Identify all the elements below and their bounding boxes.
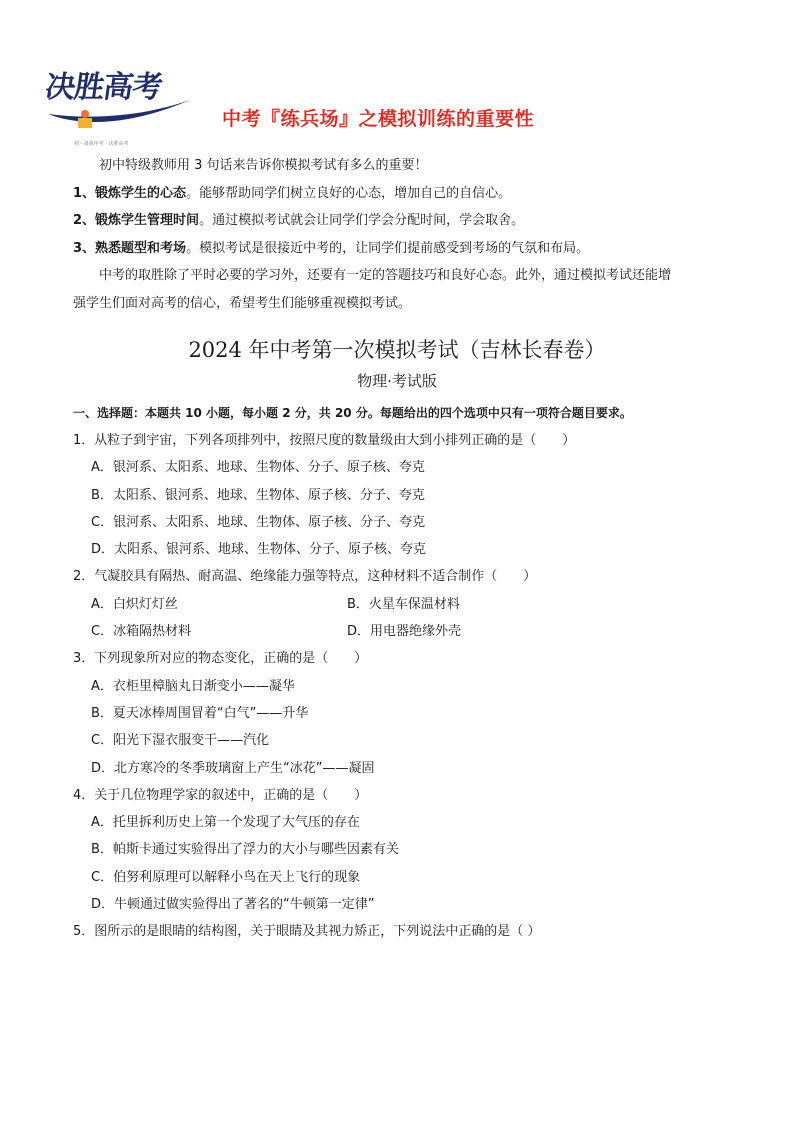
question-2-option-c: C．冰箱隔热材料 xyxy=(91,624,192,640)
question-5-stem: 5．图所示的是眼睛的结构图，关于眼睛及其视力矫正，下列说法中正确的是（ ） xyxy=(73,924,541,940)
question-list xyxy=(73,427,733,946)
point-text: 。通过模拟考试就会让同学们学会分配时间，学会取舍。 xyxy=(199,213,525,228)
exam-title: 2024 年中考第一次模拟考试（吉林长春卷） xyxy=(188,338,606,362)
intro-block xyxy=(73,152,733,317)
question-1-option-d: D．太阳系、银河系、地球、生物体、分子、原子核、夸克 xyxy=(91,542,427,558)
intro-point-1 xyxy=(73,180,733,208)
intro-closing-line-1: 中考的取胜除了平时必要的学习外，还要有一定的答题技巧和良好心态。此外，通过模拟考试还能增 xyxy=(99,268,672,283)
intro-point-3 xyxy=(73,235,733,263)
question-1-option-a: A．银河系、太阳系、地球、生物体、分子、原子核、夸克 xyxy=(91,460,425,476)
headline: 中考『练兵场』之模拟训练的重要性 xyxy=(222,108,535,130)
question-3-option-d: D．北方寒冷的冬季玻璃窗上产生“冰花”——凝固 xyxy=(91,760,375,776)
question-2-option-b: B．火星车保温材料 xyxy=(347,596,460,612)
point-text: 。能够帮助同学们树立良好的心态，增加自己的自信心。 xyxy=(186,185,512,201)
question-2-option-d: D．用电器绝缘外壳 xyxy=(347,624,462,640)
point-text: 。模拟考试是很接近中考的，让同学们提前感受到考场的气氛和布局。 xyxy=(186,240,590,256)
question-2-options-row-1 xyxy=(91,591,733,618)
point-number: 2、 xyxy=(73,213,96,228)
question-4-option-c: C．伯努利原理可以解释小鸟在天上飞行的现象 xyxy=(91,869,361,885)
section-header: 一、选择题：本题共 10 小题，每小题 2 分，共 20 分。每题给出的四个选项中只有一项符合题目要求。 xyxy=(73,406,632,420)
question-4-stem: 4．关于几位物理学家的叙述中，正确的是（ ） xyxy=(73,787,368,803)
question-4-option-b: B．帕斯卡通过实验得出了浮力的大小与哪些因素有关 xyxy=(91,842,399,858)
question-3-option-a: A．衣柜里樟脑丸日渐变小——凝华 xyxy=(91,678,295,694)
point-title: 锻炼学生管理时间 xyxy=(95,213,200,228)
question-1-stem: 1．从粒子到宇宙，下列各项排列中，按照尺度的数量级由大到小排列正确的是（ ） xyxy=(73,433,576,448)
question-1-option-b: B．太阳系、银河系、地球、生物体、原子核、分子、夸克 xyxy=(91,487,425,503)
point-number: 1、 xyxy=(73,185,96,201)
question-4-option-a: A．托里拆利历史上第一个发现了大气压的存在 xyxy=(91,815,360,831)
intro-lead: 初中特级教师用 3 句话来告诉你模拟考试有多么的重要！ xyxy=(99,158,428,173)
intro-closing-line-2: 强学生们面对高考的信心，希望考生们能够重视模拟考试。 xyxy=(73,295,412,311)
question-3-option-c: C．阳光下湿衣服变干——汽化 xyxy=(91,733,270,749)
point-title: 锻炼学生的心态 xyxy=(95,185,187,201)
question-2-stem: 2．气凝胶具有隔热、耐高温、绝缘能力强等特点，这种材料不适合制作（ ） xyxy=(73,569,537,585)
question-3-option-b: B．夏天冰棒周围冒着“白气”——升华 xyxy=(91,705,309,721)
exam-subtitle: 物理·考试版 xyxy=(357,372,437,390)
logo-swoosh-icon xyxy=(44,94,194,134)
brand-logo xyxy=(43,58,194,147)
question-1-option-c: C．银河系、太阳系、地球、生物体、原子核、分子、夸克 xyxy=(91,514,426,530)
logo-tagline: 初 · 备战中考 · 决胜高考 xyxy=(74,141,129,147)
question-4-option-d: D．牛顿通过做实验得出了著名的“牛顿第一定律” xyxy=(91,897,375,913)
logo-brand-text: 决胜高考 xyxy=(43,70,164,105)
point-title: 熟悉题型和考场 xyxy=(95,240,187,256)
intro-point-2 xyxy=(73,207,733,235)
point-number: 3、 xyxy=(73,240,96,256)
question-2-option-a: A．白炽灯灯丝 xyxy=(91,596,178,612)
question-3-stem: 3．下列现象所对应的物态变化，正确的是（ ） xyxy=(73,651,368,667)
question-2-options-row-2 xyxy=(91,618,733,645)
